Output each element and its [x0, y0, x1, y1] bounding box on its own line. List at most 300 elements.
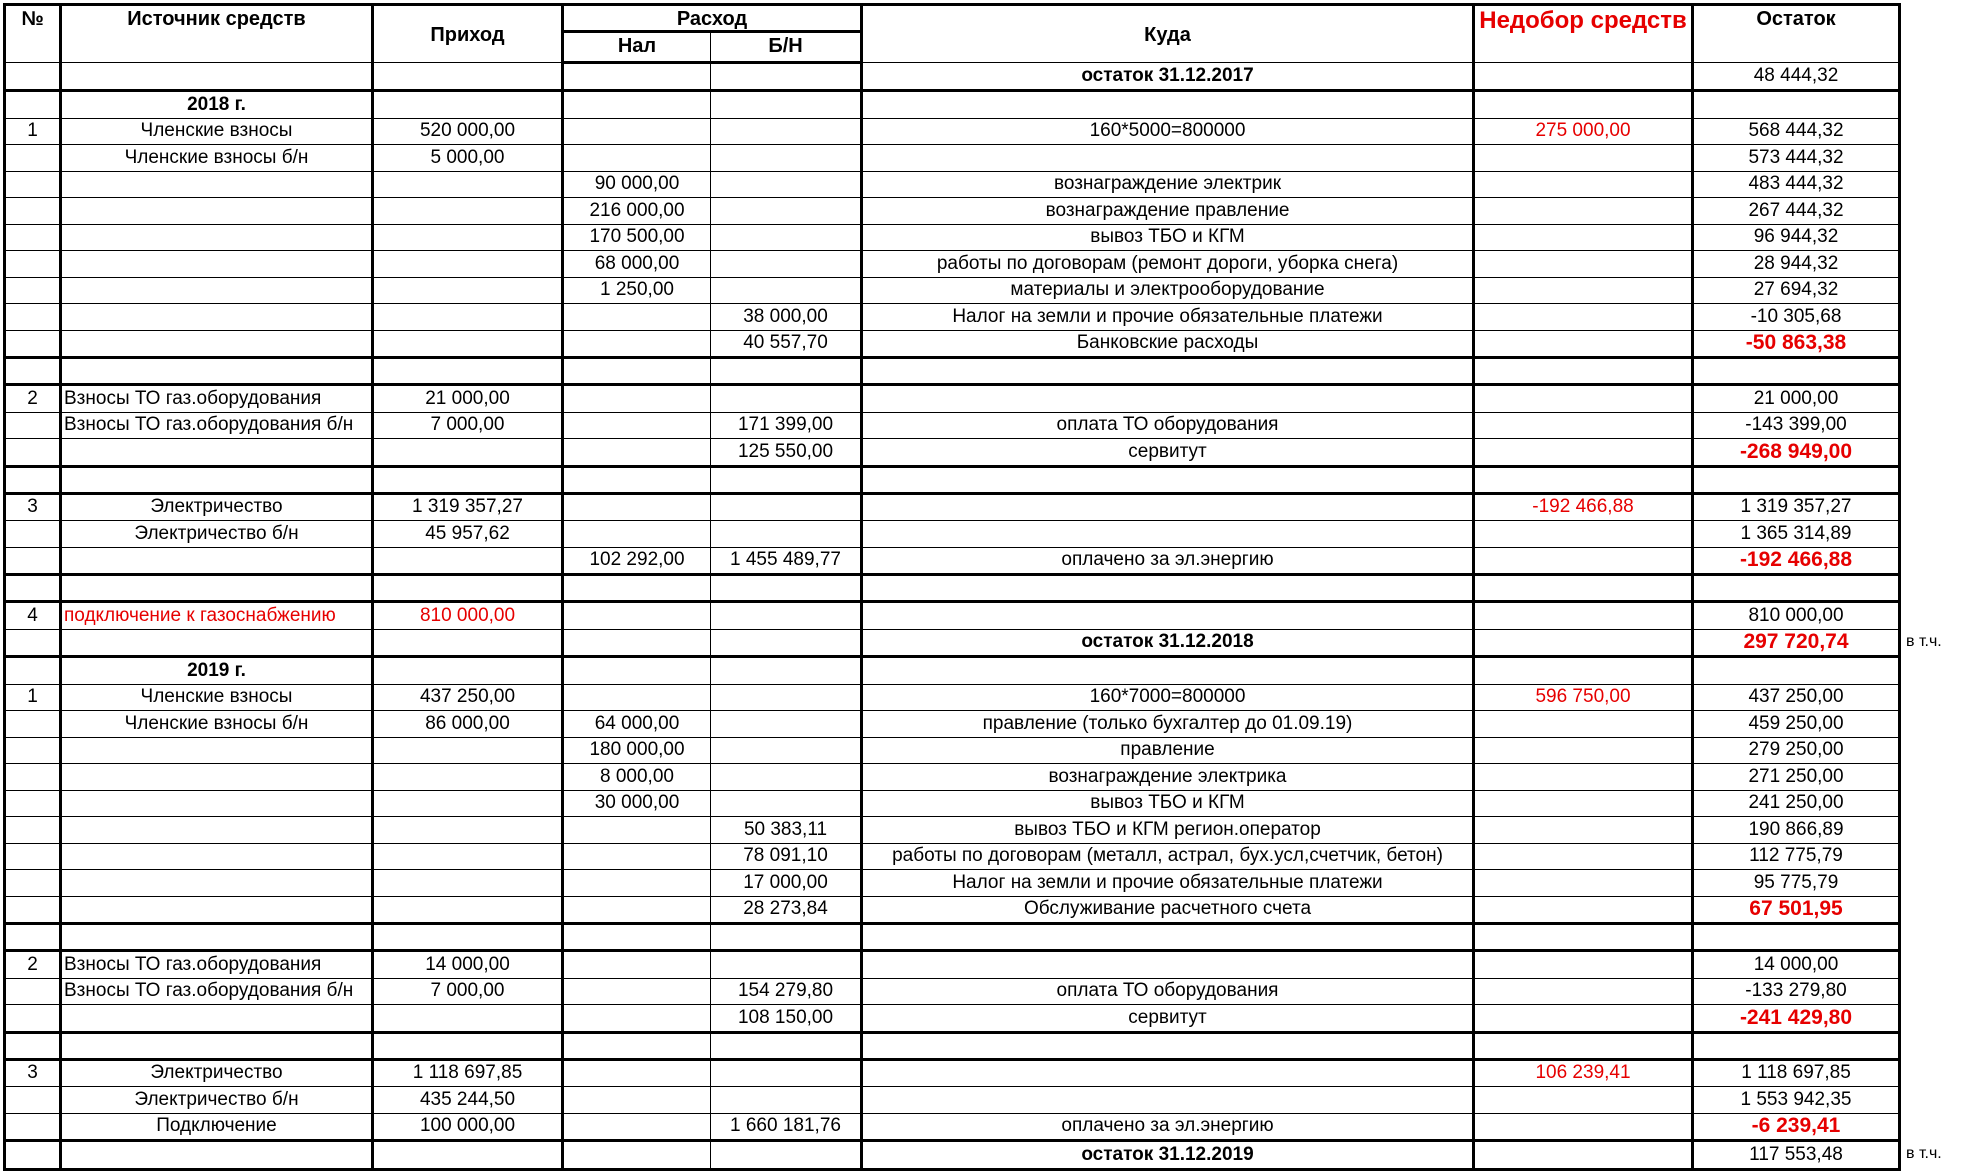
- cell-income: [373, 843, 563, 870]
- cell-income: [373, 358, 563, 385]
- cell-shortfall: [1474, 896, 1693, 924]
- cell-cash: 1 250,00: [563, 277, 711, 304]
- cell-income: 437 250,00: [373, 684, 563, 711]
- cell-income: [373, 629, 563, 657]
- cell-source: Электричество б/н: [61, 1087, 373, 1114]
- cell-income: 5 000,00: [373, 145, 563, 172]
- cell-balance: -10 305,68: [1693, 304, 1900, 331]
- table-row: [5, 118, 1900, 145]
- table-row: [5, 1087, 1900, 1114]
- cell-income: [373, 439, 563, 467]
- cell-cash: 90 000,00: [563, 171, 711, 198]
- cell-shortfall: [1474, 629, 1693, 657]
- cell-cash: [563, 304, 711, 331]
- cell-income: 1 118 697,85: [373, 1059, 563, 1087]
- cell-noncash: [711, 1087, 862, 1114]
- cell-source: [61, 843, 373, 870]
- cell-source: Подключение: [61, 1113, 373, 1141]
- cell-num: [5, 224, 61, 251]
- cell-source: 2018 г.: [61, 91, 373, 119]
- cell-cash: [563, 1005, 711, 1033]
- cell-noncash: [711, 358, 862, 385]
- cell-num: 2: [5, 385, 61, 413]
- table-row: [5, 817, 1900, 844]
- cell-where: вывоз ТБО и КГМ: [862, 790, 1474, 817]
- table-row: [5, 198, 1900, 225]
- cell-cash: 102 292,00: [563, 547, 711, 575]
- cell-cash: 30 000,00: [563, 790, 711, 817]
- cell-num: [5, 171, 61, 198]
- cell-noncash: 50 383,11: [711, 817, 862, 844]
- cell-num: [5, 737, 61, 764]
- cell-where: [862, 602, 1474, 630]
- cell-balance: 27 694,32: [1693, 277, 1900, 304]
- separator-row: [5, 924, 1900, 951]
- cell-where: Налог на земли и прочие обязательные платежи: [862, 870, 1474, 897]
- cell-shortfall: [1474, 1113, 1693, 1141]
- cell-shortfall: [1474, 711, 1693, 738]
- cell-cash: [563, 521, 711, 548]
- cell-balance: 1 553 942,35: [1693, 1087, 1900, 1114]
- cell-noncash: [711, 171, 862, 198]
- side-note: в т.ч.: [1906, 632, 1942, 650]
- cell-cash: [563, 1113, 711, 1141]
- cell-source: [61, 171, 373, 198]
- cell-num: [5, 817, 61, 844]
- table-row: [5, 737, 1900, 764]
- cell-noncash: [711, 466, 862, 493]
- table-row: [5, 711, 1900, 738]
- cell-source: [61, 330, 373, 358]
- cell-cash: [563, 1059, 711, 1087]
- cell-source: Взносы ТО газ.оборудования: [61, 385, 373, 413]
- cell-shortfall: [1474, 843, 1693, 870]
- cell-num: [5, 198, 61, 225]
- cell-source: [61, 439, 373, 467]
- table-row: [5, 251, 1900, 278]
- cell-income: [373, 251, 563, 278]
- cell-balance: [1693, 575, 1900, 602]
- table-row: [5, 439, 1900, 467]
- cell-cash: [563, 118, 711, 145]
- cell-noncash: [711, 951, 862, 979]
- cell-cash: [563, 466, 711, 493]
- cell-num: [5, 657, 61, 685]
- cell-where: сервитут: [862, 1005, 1474, 1033]
- cell-shortfall: [1474, 978, 1693, 1005]
- cell-noncash: [711, 91, 862, 119]
- cell-num: 4: [5, 602, 61, 630]
- cell-noncash: [711, 737, 862, 764]
- cell-shortfall: [1474, 412, 1693, 439]
- cell-balance: 810 000,00: [1693, 602, 1900, 630]
- separator-row: [5, 575, 1900, 602]
- cell-income: 86 000,00: [373, 711, 563, 738]
- cell-shortfall: [1474, 951, 1693, 979]
- cell-num: [5, 62, 61, 91]
- cell-shortfall: [1474, 602, 1693, 630]
- cell-where: [862, 521, 1474, 548]
- cell-noncash: [711, 684, 862, 711]
- table-row: [5, 978, 1900, 1005]
- cell-balance: 1 319 357,27: [1693, 493, 1900, 521]
- cell-balance: [1693, 358, 1900, 385]
- cell-cash: 8 000,00: [563, 764, 711, 791]
- cell-where: остаток 31.12.2018: [862, 629, 1474, 657]
- cell-num: [5, 277, 61, 304]
- cell-where: 160*7000=800000: [862, 684, 1474, 711]
- cell-income: [373, 466, 563, 493]
- cell-balance: 459 250,00: [1693, 711, 1900, 738]
- cell-income: [373, 1032, 563, 1059]
- cell-num: [5, 412, 61, 439]
- cell-noncash: [711, 385, 862, 413]
- cell-shortfall: [1474, 870, 1693, 897]
- cell-source: Электричество: [61, 1059, 373, 1087]
- cell-source: [61, 251, 373, 278]
- table-row: [5, 602, 1900, 630]
- cell-noncash: 171 399,00: [711, 412, 862, 439]
- cell-shortfall: [1474, 91, 1693, 119]
- cell-shortfall: [1474, 1141, 1693, 1170]
- cell-balance: 1 118 697,85: [1693, 1059, 1900, 1087]
- cell-income: [373, 171, 563, 198]
- cell-where: правление: [862, 737, 1474, 764]
- cell-income: [373, 817, 563, 844]
- cell-source: [61, 358, 373, 385]
- table-row: [5, 224, 1900, 251]
- cell-source: [61, 790, 373, 817]
- cell-cash: [563, 145, 711, 172]
- cell-num: 2: [5, 951, 61, 979]
- cell-shortfall: [1474, 304, 1693, 331]
- cell-num: [5, 1141, 61, 1170]
- cell-num: [5, 896, 61, 924]
- cell-cash: [563, 657, 711, 685]
- cell-balance: 241 250,00: [1693, 790, 1900, 817]
- cell-source: [61, 466, 373, 493]
- cell-income: 7 000,00: [373, 978, 563, 1005]
- table-row: [5, 171, 1900, 198]
- cell-cash: 68 000,00: [563, 251, 711, 278]
- cell-cash: [563, 896, 711, 924]
- cell-cash: [563, 817, 711, 844]
- cell-num: [5, 358, 61, 385]
- cell-shortfall: [1474, 62, 1693, 91]
- header-source: Источник средств: [61, 5, 373, 63]
- cell-balance: 1 365 314,89: [1693, 521, 1900, 548]
- cell-where: 160*5000=800000: [862, 118, 1474, 145]
- cell-num: [5, 575, 61, 602]
- cell-where: Налог на земли и прочие обязательные платежи: [862, 304, 1474, 331]
- cell-num: [5, 843, 61, 870]
- cell-num: [5, 1113, 61, 1141]
- cell-noncash: [711, 657, 862, 685]
- cell-num: [5, 330, 61, 358]
- cell-where: вознаграждение правление: [862, 198, 1474, 225]
- cell-shortfall: [1474, 521, 1693, 548]
- separator-row: [5, 466, 1900, 493]
- cell-noncash: [711, 277, 862, 304]
- cell-income: 14 000,00: [373, 951, 563, 979]
- cell-where: [862, 657, 1474, 685]
- cell-cash: 64 000,00: [563, 711, 711, 738]
- cell-num: [5, 439, 61, 467]
- cell-num: [5, 466, 61, 493]
- cell-cash: [563, 1141, 711, 1170]
- cell-income: 7 000,00: [373, 412, 563, 439]
- header-noncash: Б/Н: [711, 32, 862, 63]
- cell-shortfall: 275 000,00: [1474, 118, 1693, 145]
- cell-balance: 95 775,79: [1693, 870, 1900, 897]
- cell-num: 1: [5, 684, 61, 711]
- cell-income: [373, 1005, 563, 1033]
- table-row: [5, 330, 1900, 358]
- cell-income: [373, 575, 563, 602]
- cell-income: 45 957,62: [373, 521, 563, 548]
- cell-source: Членские взносы б/н: [61, 145, 373, 172]
- cell-cash: [563, 62, 711, 91]
- cell-where: [862, 466, 1474, 493]
- cell-source: Взносы ТО газ.оборудования б/н: [61, 978, 373, 1005]
- table-row: [5, 547, 1900, 575]
- header-cash: Нал: [563, 32, 711, 63]
- cell-income: [373, 198, 563, 225]
- cell-source: Членские взносы б/н: [61, 711, 373, 738]
- cell-shortfall: [1474, 790, 1693, 817]
- cell-income: [373, 62, 563, 91]
- cell-balance: -192 466,88: [1693, 547, 1900, 575]
- cell-balance: 271 250,00: [1693, 764, 1900, 791]
- cell-noncash: [711, 711, 862, 738]
- cell-noncash: [711, 575, 862, 602]
- cell-income: [373, 91, 563, 119]
- cell-num: [5, 764, 61, 791]
- cell-source: 2019 г.: [61, 657, 373, 685]
- table-row: [5, 145, 1900, 172]
- cell-income: [373, 224, 563, 251]
- cell-num: [5, 547, 61, 575]
- cell-balance: -241 429,80: [1693, 1005, 1900, 1033]
- cell-source: [61, 547, 373, 575]
- cell-income: [373, 547, 563, 575]
- cell-noncash: [711, 521, 862, 548]
- cell-num: [5, 978, 61, 1005]
- cell-source: [61, 304, 373, 331]
- cell-balance: 297 720,74: [1693, 629, 1900, 657]
- cell-where: [862, 575, 1474, 602]
- cell-noncash: 125 550,00: [711, 439, 862, 467]
- cell-cash: [563, 1032, 711, 1059]
- cell-num: [5, 790, 61, 817]
- cell-balance: -50 863,38: [1693, 330, 1900, 358]
- cell-cash: [563, 330, 711, 358]
- cell-balance: [1693, 657, 1900, 685]
- cell-num: [5, 251, 61, 278]
- cell-cash: [563, 629, 711, 657]
- cell-cash: [563, 602, 711, 630]
- cell-source: Электричество: [61, 493, 373, 521]
- cell-where: оплачено за эл.энергию: [862, 547, 1474, 575]
- cell-shortfall: [1474, 1032, 1693, 1059]
- cell-balance: 483 444,32: [1693, 171, 1900, 198]
- table-row: [5, 62, 1900, 91]
- cell-balance: -6 239,41: [1693, 1113, 1900, 1141]
- cell-balance: 21 000,00: [1693, 385, 1900, 413]
- cell-cash: 216 000,00: [563, 198, 711, 225]
- cell-cash: [563, 412, 711, 439]
- cell-balance: 279 250,00: [1693, 737, 1900, 764]
- cell-source: [61, 629, 373, 657]
- cell-shortfall: [1474, 251, 1693, 278]
- cell-income: [373, 277, 563, 304]
- cell-noncash: [711, 198, 862, 225]
- cell-noncash: [711, 118, 862, 145]
- cell-cash: [563, 358, 711, 385]
- cell-noncash: 1 455 489,77: [711, 547, 862, 575]
- cell-num: [5, 1032, 61, 1059]
- cell-income: 435 244,50: [373, 1087, 563, 1114]
- cell-num: 1: [5, 118, 61, 145]
- header-where: Куда: [862, 5, 1474, 63]
- cell-where: [862, 91, 1474, 119]
- cell-shortfall: [1474, 764, 1693, 791]
- cell-noncash: 108 150,00: [711, 1005, 862, 1033]
- cell-balance: -143 399,00: [1693, 412, 1900, 439]
- table-row: [5, 629, 1900, 657]
- cell-where: вознаграждение электрик: [862, 171, 1474, 198]
- cell-cash: [563, 684, 711, 711]
- cell-shortfall: [1474, 198, 1693, 225]
- cell-source: Членские взносы: [61, 118, 373, 145]
- cell-shortfall: [1474, 277, 1693, 304]
- cell-where: оплата ТО оборудования: [862, 978, 1474, 1005]
- cell-cash: [563, 924, 711, 951]
- cell-num: [5, 924, 61, 951]
- cell-num: [5, 870, 61, 897]
- cell-balance: [1693, 1032, 1900, 1059]
- cell-source: [61, 224, 373, 251]
- table-row: [5, 1141, 1900, 1170]
- cell-noncash: [711, 1032, 862, 1059]
- cell-balance: 568 444,32: [1693, 118, 1900, 145]
- cell-balance: 267 444,32: [1693, 198, 1900, 225]
- cell-income: 520 000,00: [373, 118, 563, 145]
- cell-shortfall: [1474, 330, 1693, 358]
- cell-where: [862, 1059, 1474, 1087]
- cell-income: 21 000,00: [373, 385, 563, 413]
- cell-source: Членские взносы: [61, 684, 373, 711]
- cell-where: оплата ТО оборудования: [862, 412, 1474, 439]
- cell-shortfall: [1474, 657, 1693, 685]
- cell-balance: 112 775,79: [1693, 843, 1900, 870]
- cell-income: [373, 924, 563, 951]
- cell-num: [5, 1005, 61, 1033]
- cell-income: [373, 304, 563, 331]
- table-row: [5, 493, 1900, 521]
- cell-shortfall: [1474, 358, 1693, 385]
- cell-noncash: [711, 145, 862, 172]
- cell-source: [61, 737, 373, 764]
- cell-balance: 437 250,00: [1693, 684, 1900, 711]
- cell-source: [61, 198, 373, 225]
- table-row: [5, 951, 1900, 979]
- cell-where: [862, 358, 1474, 385]
- cell-noncash: [711, 602, 862, 630]
- cell-income: [373, 657, 563, 685]
- cell-num: [5, 521, 61, 548]
- cell-noncash: [711, 629, 862, 657]
- cell-balance: 96 944,32: [1693, 224, 1900, 251]
- cell-num: 3: [5, 1059, 61, 1087]
- cell-income: 1 319 357,27: [373, 493, 563, 521]
- cell-where: правление (только бухгалтер до 01.09.19): [862, 711, 1474, 738]
- cell-balance: [1693, 91, 1900, 119]
- cell-noncash: [711, 62, 862, 91]
- table-row: [5, 385, 1900, 413]
- side-note: в т.ч.: [1906, 1144, 1942, 1162]
- cell-shortfall: [1474, 575, 1693, 602]
- cell-shortfall: 596 750,00: [1474, 684, 1693, 711]
- cell-source: Взносы ТО газ.оборудования: [61, 951, 373, 979]
- cell-where: остаток 31.12.2019: [862, 1141, 1474, 1170]
- cell-income: [373, 870, 563, 897]
- cell-cash: [563, 843, 711, 870]
- cell-shortfall: [1474, 385, 1693, 413]
- cell-shortfall: [1474, 547, 1693, 575]
- cell-noncash: [711, 251, 862, 278]
- cell-shortfall: 106 239,41: [1474, 1059, 1693, 1087]
- cell-source: [61, 896, 373, 924]
- header-expense: Расход: [563, 5, 862, 32]
- cell-shortfall: [1474, 1005, 1693, 1033]
- cell-cash: [563, 951, 711, 979]
- cell-income: [373, 896, 563, 924]
- cell-noncash: [711, 1059, 862, 1087]
- cell-where: [862, 493, 1474, 521]
- cell-income: [373, 737, 563, 764]
- cell-where: [862, 145, 1474, 172]
- table-body: [5, 62, 1900, 1169]
- cell-where: [862, 385, 1474, 413]
- cell-source: [61, 1141, 373, 1170]
- cell-source: подключение к газоснабжению: [61, 602, 373, 630]
- table-row: [5, 1059, 1900, 1087]
- cell-shortfall: [1474, 1087, 1693, 1114]
- cell-balance: 573 444,32: [1693, 145, 1900, 172]
- cell-noncash: [711, 493, 862, 521]
- cell-cash: [563, 385, 711, 413]
- cell-source: Электричество б/н: [61, 521, 373, 548]
- table-row: [5, 870, 1900, 897]
- cell-shortfall: [1474, 924, 1693, 951]
- cell-balance: [1693, 466, 1900, 493]
- header-num: №: [5, 5, 61, 63]
- cell-noncash: [711, 224, 862, 251]
- cell-balance: 14 000,00: [1693, 951, 1900, 979]
- table-row: [5, 764, 1900, 791]
- cell-where: вознаграждение электрика: [862, 764, 1474, 791]
- cell-num: [5, 145, 61, 172]
- cell-income: [373, 764, 563, 791]
- cell-shortfall: -192 466,88: [1474, 493, 1693, 521]
- cell-num: 3: [5, 493, 61, 521]
- cell-where: работы по договорам (металл, астрал, бух.усл,счетчик, бетон): [862, 843, 1474, 870]
- cell-num: [5, 1087, 61, 1114]
- cell-shortfall: [1474, 145, 1693, 172]
- cell-noncash: 38 000,00: [711, 304, 862, 331]
- cell-source: [61, 575, 373, 602]
